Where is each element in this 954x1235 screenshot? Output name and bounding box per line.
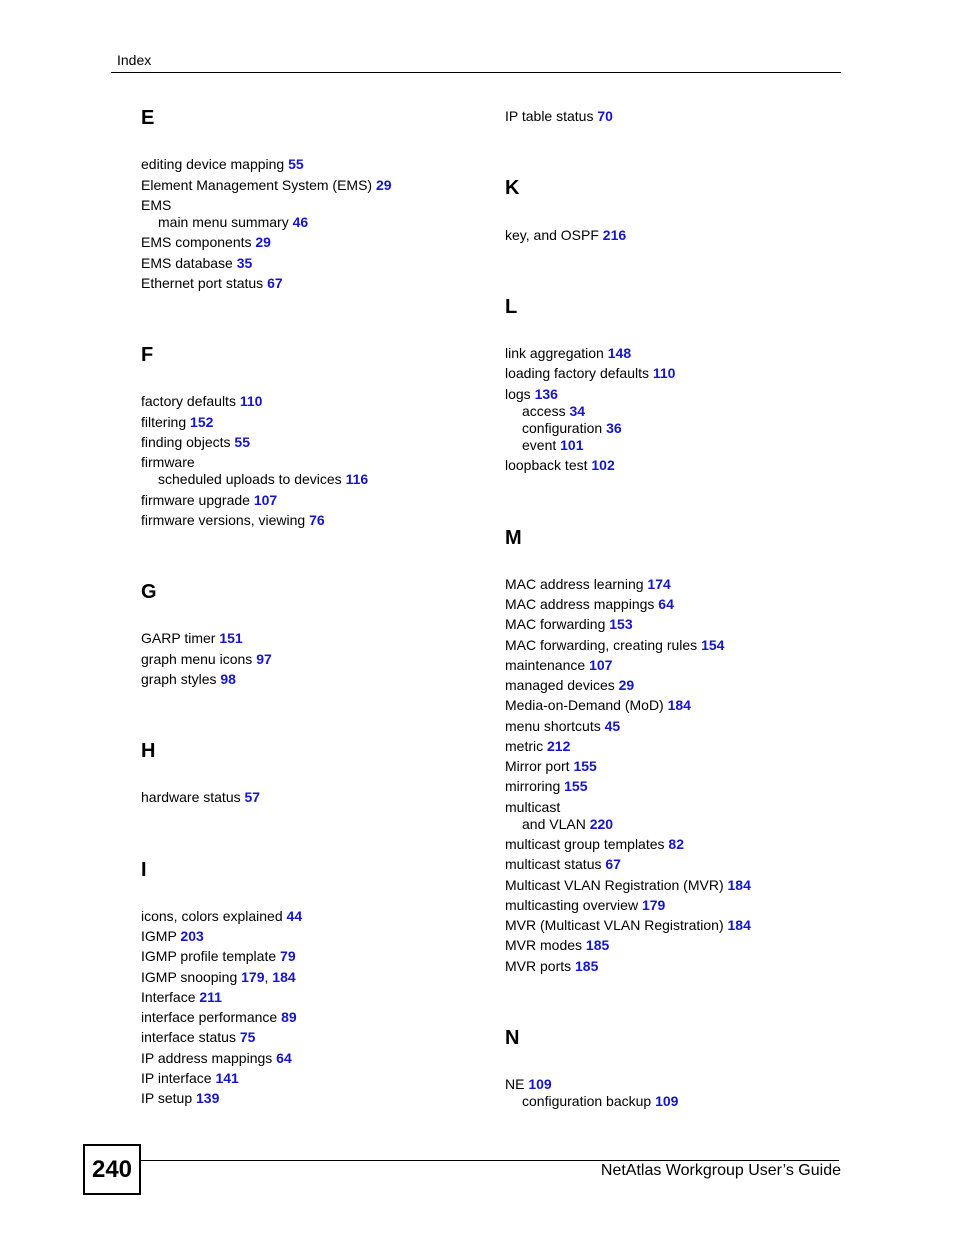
index-entry [141, 156, 304, 173]
entry-term: Ethernet port status [141, 275, 268, 291]
entry-term: menu shortcuts [505, 718, 605, 734]
entry-term: maintenance [505, 657, 590, 673]
index-entry [505, 897, 665, 914]
page-link[interactable]: 179 [241, 969, 265, 985]
index-entry [505, 958, 598, 975]
entry-term: editing device mapping [141, 156, 289, 172]
entry-term: IP table status [505, 108, 598, 124]
index-entry [141, 928, 204, 945]
page-link[interactable]: 64 [658, 596, 674, 612]
page-link[interactable]: 153 [609, 616, 633, 632]
page-link[interactable]: 203 [180, 928, 204, 944]
entry-term: and VLAN [522, 816, 590, 832]
index-entry [505, 758, 597, 775]
index-entry [141, 948, 296, 965]
page-link[interactable]: 216 [602, 227, 627, 243]
index-entry [141, 1009, 297, 1026]
index-subentry [141, 471, 368, 488]
index-entry [141, 1090, 219, 1107]
entry-term: IP address mappings [141, 1050, 277, 1066]
index-entry [141, 789, 260, 806]
index-letter-h: H [141, 740, 156, 762]
entry-term: icons, colors explained [141, 908, 287, 924]
page-link[interactable]: 212 [547, 738, 571, 754]
index-entry [141, 651, 272, 668]
page-link[interactable]: 36 [606, 420, 622, 436]
entry-term: graph styles [141, 671, 221, 687]
index-entry [505, 227, 626, 244]
page-link[interactable]: 174 [647, 576, 671, 592]
header-divider [111, 72, 841, 73]
entry-term: Mirror port [505, 758, 574, 774]
entry-term: key, and OSPF [505, 227, 603, 243]
index-entry [505, 917, 751, 934]
index-entry [505, 657, 612, 674]
page-link[interactable]: 110 [652, 365, 676, 381]
entry-term: MAC address mappings [505, 596, 659, 612]
page-link[interactable]: 57 [244, 789, 261, 805]
page-link[interactable]: 98 [220, 671, 236, 687]
index-entry [505, 718, 620, 735]
page-link[interactable]: 155 [573, 758, 597, 774]
page-link[interactable]: 148 [607, 345, 632, 361]
entry-term: EMS database [141, 255, 237, 271]
entry-term: NE [505, 1076, 529, 1092]
entry-term: firmware [141, 454, 195, 470]
page-link[interactable]: 44 [286, 908, 303, 924]
index-entry [141, 1029, 255, 1046]
index-entry [141, 197, 171, 214]
index-entry [505, 1076, 552, 1093]
page-link[interactable]: 64 [276, 1050, 292, 1066]
page-link[interactable]: 184 [667, 697, 691, 713]
page-link[interactable]: 75 [239, 1029, 256, 1045]
page-link[interactable]: 185 [585, 937, 610, 953]
index-entry [505, 637, 724, 654]
page-link[interactable]: 184 [727, 917, 751, 933]
index-entry [141, 512, 325, 529]
page-link[interactable]: 184 [727, 877, 751, 893]
index-entry [505, 345, 631, 362]
page-link[interactable]: 109 [528, 1076, 552, 1092]
index-letter-l: L [505, 296, 518, 318]
index-letter-g: G [141, 581, 157, 603]
index-entry [505, 365, 675, 382]
index-subentry [141, 214, 308, 231]
index-letter-f: F [141, 344, 154, 366]
page-link[interactable]: 109 [655, 1093, 679, 1109]
page-link[interactable]: 139 [196, 1090, 220, 1106]
index-letter-n: N [505, 1027, 520, 1049]
page-link[interactable]: 179 [641, 897, 666, 913]
entry-term: logs [505, 386, 535, 402]
index-entry [141, 255, 252, 272]
entry-term: mirroring [505, 778, 565, 794]
entry-term: factory defaults [141, 393, 240, 409]
entry-term: loading factory defaults [505, 365, 653, 381]
entry-term: GARP timer [141, 630, 220, 646]
index-subentry [505, 816, 613, 833]
entry-term: MAC forwarding, creating rules [505, 637, 702, 653]
page-link[interactable]: 136 [534, 386, 558, 402]
index-entry [141, 414, 213, 431]
page-number: 240 [83, 1144, 141, 1195]
index-entry [505, 108, 613, 125]
entry-term: multicast status [505, 856, 606, 872]
entry-term: MAC address learning [505, 576, 648, 592]
entry-term: link aggregation [505, 345, 608, 361]
index-entry [141, 1050, 292, 1067]
index-letter-i: I [141, 859, 147, 881]
entry-term: Interface [141, 989, 200, 1005]
index-entry [141, 234, 271, 251]
entry-term: IGMP profile template [141, 948, 281, 964]
index-entry [505, 457, 615, 474]
page-link[interactable]: 220 [589, 816, 614, 832]
index-subentry [505, 1093, 678, 1110]
index-letter-e: E [141, 107, 155, 129]
index-entry [505, 799, 560, 816]
page-link[interactable]: 35 [236, 255, 253, 271]
entry-term: IP interface [141, 1070, 216, 1086]
page-link[interactable]: 116 [345, 471, 369, 487]
index-entry [505, 677, 634, 694]
entry-term: metric [505, 738, 547, 754]
page-link[interactable]: 107 [589, 657, 613, 673]
index-subentry [505, 403, 585, 420]
index-entry [505, 877, 751, 894]
index-entry [141, 393, 262, 410]
page-link[interactable]: 70 [597, 108, 613, 124]
index-entry [141, 177, 392, 194]
page-link[interactable]: 67 [267, 275, 283, 291]
index-letter-m: M [505, 527, 522, 549]
index-entry [141, 454, 195, 471]
index-entry [141, 630, 243, 647]
index-entry [141, 492, 277, 509]
entry-term: firmware versions, viewing [141, 512, 310, 528]
entry-term: configuration backup [522, 1093, 656, 1109]
index-subentry [505, 437, 584, 454]
entry-term: EMS components [141, 234, 256, 250]
page-link[interactable]: 184 [272, 969, 296, 985]
page-link[interactable]: 45 [604, 718, 621, 734]
page-link[interactable]: 110 [239, 393, 263, 409]
page-link[interactable]: 46 [292, 214, 309, 230]
entry-term: Element Management System (EMS) [141, 177, 376, 193]
index-entry [505, 778, 587, 795]
entry-term: hardware status [141, 789, 245, 805]
index-entry [505, 856, 621, 873]
page-link[interactable]: 185 [575, 958, 599, 974]
page-link[interactable]: 29 [618, 677, 635, 693]
entry-term: EMS [141, 197, 172, 213]
index-entry [505, 836, 684, 853]
entry-term: multicast [505, 799, 561, 815]
index-entry [505, 937, 609, 954]
index-subentry [505, 420, 622, 437]
entry-term: IGMP [141, 928, 181, 944]
page-link[interactable]: 29 [375, 177, 392, 193]
index-letter-k: K [505, 177, 520, 199]
entry-term: interface status [141, 1029, 240, 1045]
entry-term: MVR ports [505, 958, 576, 974]
entry-term: graph menu icons [141, 651, 257, 667]
index-entry [141, 275, 283, 292]
entry-term: IP setup [141, 1090, 197, 1106]
page-link[interactable]: 154 [701, 637, 725, 653]
index-entry [505, 738, 570, 755]
entry-term: MVR (Multicast VLAN Registration) [505, 917, 728, 933]
entry-term: Media-on-Demand (MoD) [505, 697, 668, 713]
page-link[interactable]: 82 [668, 836, 684, 852]
index-entry [505, 386, 558, 403]
entry-term: MVR modes [505, 937, 586, 953]
entry-term: access [522, 403, 570, 419]
page-link[interactable]: 79 [280, 948, 296, 964]
entry-term: configuration [522, 420, 607, 436]
entry-term: interface performance [141, 1009, 282, 1025]
entry-term: loopback test [505, 457, 592, 473]
page-link[interactable]: 29 [255, 234, 271, 250]
entry-term: Multicast VLAN Registration (MVR) [505, 877, 728, 893]
page-link[interactable]: 107 [253, 492, 278, 508]
running-header: Index [117, 52, 152, 68]
footer-divider [141, 1160, 839, 1161]
entry-term: scheduled uploads to devices [158, 471, 346, 487]
entry-term: multicast group templates [505, 836, 669, 852]
page-link[interactable]: 89 [281, 1009, 297, 1025]
index-entry [141, 969, 296, 986]
index-entry [141, 1070, 239, 1087]
entry-term: filtering [141, 414, 191, 430]
entry-term: firmware upgrade [141, 492, 254, 508]
index-entry [505, 616, 633, 633]
page-link[interactable]: 152 [190, 414, 214, 430]
page-link[interactable]: 102 [591, 457, 615, 473]
index-entry [141, 671, 236, 688]
entry-term: managed devices [505, 677, 619, 693]
index-entry [505, 576, 671, 593]
page-link[interactable]: 55 [288, 156, 304, 172]
page-link[interactable]: 67 [605, 856, 621, 872]
index-entry [505, 596, 674, 613]
guide-title: NetAtlas Workgroup User’s Guide [600, 1162, 841, 1179]
index-entry [141, 434, 250, 451]
page-separator: , [264, 969, 273, 985]
index-entry [141, 989, 222, 1006]
page-link[interactable]: 211 [199, 989, 222, 1005]
entry-term: event [522, 437, 561, 453]
entry-term: main menu summary [158, 214, 293, 230]
page-link[interactable]: 141 [215, 1070, 239, 1086]
page-link[interactable]: 155 [564, 778, 588, 794]
entry-term: multicasting overview [505, 897, 642, 913]
page-link[interactable]: 151 [219, 630, 243, 646]
entry-term: IGMP snooping [141, 969, 242, 985]
page-link[interactable]: 34 [569, 403, 586, 419]
index-entry [141, 908, 302, 925]
index-entry [505, 697, 691, 714]
page-link[interactable]: 97 [256, 651, 272, 667]
entry-term: MAC forwarding [505, 616, 610, 632]
entry-term: finding objects [141, 434, 235, 450]
page-link[interactable]: 76 [309, 512, 325, 528]
page-link[interactable]: 55 [234, 434, 250, 450]
page-link[interactable]: 101 [560, 437, 584, 453]
